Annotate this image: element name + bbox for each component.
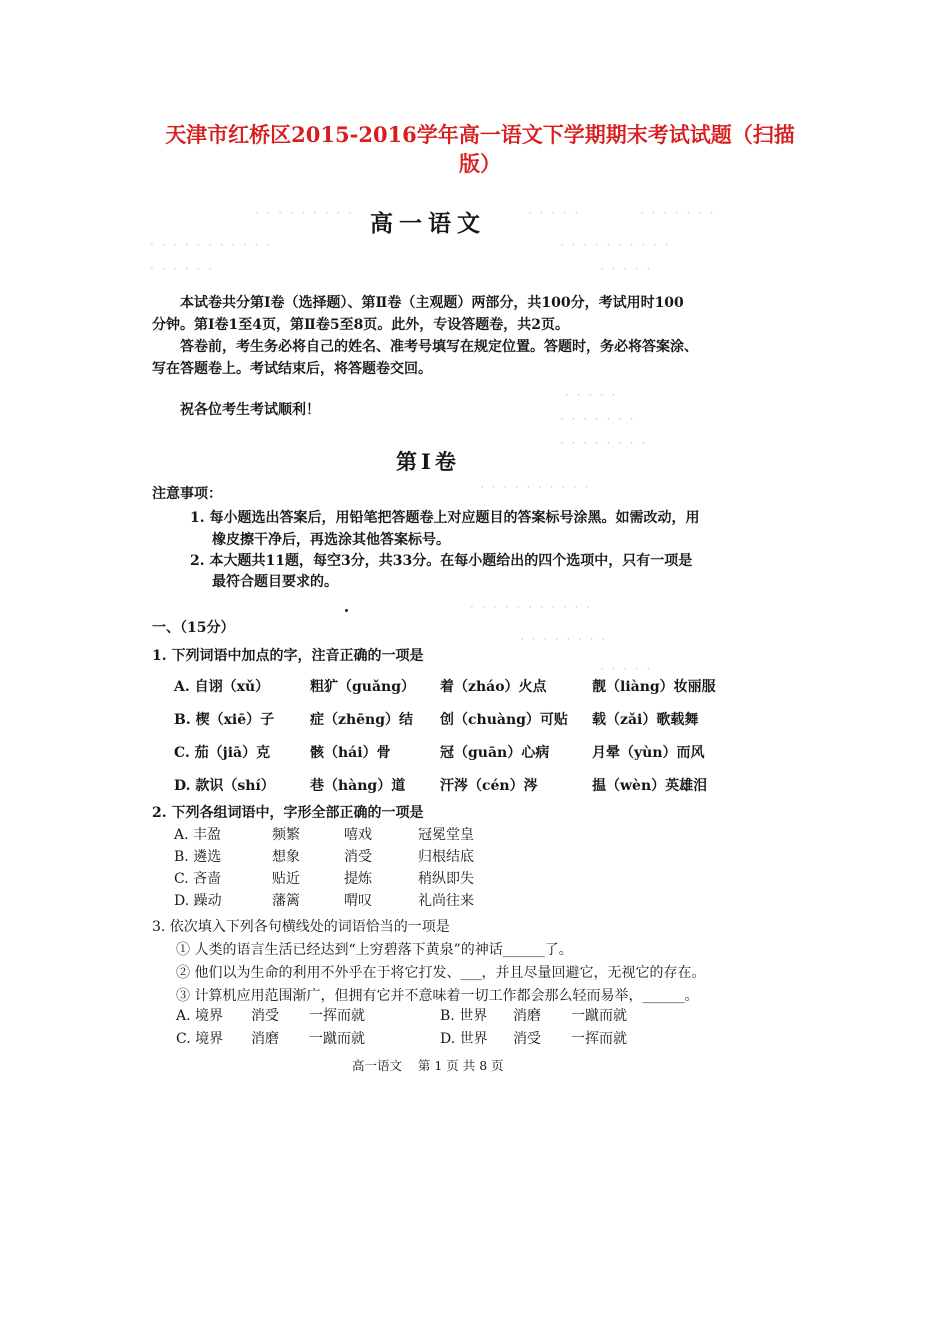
q2-d-3: 喟叹 — [344, 893, 372, 909]
q2-b-1: B. 遴选 — [174, 849, 222, 865]
q1-a-1: A. 自诩（xǔ） — [174, 679, 270, 695]
volume-title: 第Ⅰ卷 — [396, 449, 460, 474]
q2-c-1: C. 吝啬 — [174, 871, 222, 887]
bleed-through-mark: · · · · · · · · · · · — [150, 238, 273, 252]
q3-sentence-3: ③ 计算机应用范围渐广，但拥有它并不意味着一切工作都会那么轻而易举，______。 — [176, 988, 699, 1004]
q1-d-4: 揾（wèn）英雄泪 — [592, 778, 708, 794]
q1-d-1: D. 款识（shí） — [174, 778, 275, 794]
question-2-stem: 2. 下列各组词语中，字形全部正确的一项是 — [152, 805, 424, 821]
q1-b-2: 症（zhēng）结 — [310, 712, 414, 728]
page-footer: 高一语文 第 1 页 共 8 页 — [352, 1058, 504, 1073]
q1-c-2: 骸（hái）骨 — [310, 745, 391, 761]
q2-d-2: 藩篱 — [272, 893, 300, 909]
q1-c-3: 冠（guān）心病 — [440, 745, 550, 761]
q3-b-3: 一蹴而就 — [571, 1008, 627, 1024]
q3-d-2: 消受 — [513, 1031, 541, 1047]
q1-b-1: B. 楔（xiē）子 — [174, 712, 275, 728]
section-heading: 一、（15分） — [152, 620, 235, 636]
bleed-through-mark: · · · · · · · · · · — [480, 480, 591, 494]
q2-b-3: 消受 — [344, 849, 372, 865]
q1-d-2: 巷（hàng）道 — [310, 778, 406, 794]
q2-a-4: 冠冕堂皇 — [418, 827, 474, 843]
note-1: 1. 每小题选出答案后，用铅笔把答题卷上对应题目的答案标号涂黑。如需改动，用 — [190, 510, 700, 526]
q1-c-1: C. 茄（jiā）克 — [174, 745, 271, 761]
bleed-through-mark: · · · · · · · · · — [255, 206, 354, 220]
note-2: 2. 本大题共11题，每空3分，共33分。在每小题给出的四个选项中，只有一项是 — [190, 553, 693, 569]
bleed-through-mark: · · · · · · · · · · — [560, 238, 671, 252]
q3-sentence-2: ② 他们以为生命的利用不外乎在于将它打发、___，并且尽量回避它，无视它的存在。 — [176, 965, 706, 981]
bleed-through-mark: · · · · · · · · — [560, 436, 648, 450]
scan-speck — [345, 609, 348, 612]
bleed-through-mark: · · · · · · · · — [520, 632, 608, 646]
bleed-through-mark: · · · · · — [600, 662, 653, 676]
q3-b-2: 消磨 — [513, 1008, 541, 1024]
bleed-through-mark: · · · · · — [565, 388, 618, 402]
bleed-through-mark: · · · · · · — [150, 262, 214, 276]
q2-c-3: 提炼 — [344, 871, 372, 887]
bleed-through-mark: · · · · · · · — [640, 206, 716, 220]
q3-c-1: C. 境界 — [176, 1031, 224, 1047]
blessing: 祝各位考生考试顺利！ — [180, 402, 320, 418]
q3-c-2: 消磨 — [251, 1031, 279, 1047]
q2-a-3: 嘻戏 — [344, 827, 372, 843]
q2-c-4: 稍纵即失 — [418, 871, 474, 887]
q3-c-3: 一蹴而就 — [309, 1031, 365, 1047]
notes-heading: 注意事项： — [152, 486, 222, 502]
intro-line-3: 答卷前，考生务必将自己的姓名、准考号填写在规定位置。答题时，务必将答案涂、 — [180, 339, 698, 355]
q3-d-3: 一挥而就 — [571, 1031, 627, 1047]
q3-a-3: 一挥而就 — [309, 1008, 365, 1024]
intro-line-4: 写在答题卷上。考试结束后，将答题卷交回。 — [152, 361, 432, 377]
bleed-through-mark: · · · · · — [528, 206, 581, 220]
q3-a-1: A. 境界 — [176, 1008, 224, 1024]
q2-a-1: A. 丰盈 — [174, 827, 222, 843]
bleed-through-mark: · · · · · · · — [560, 412, 636, 426]
bleed-through-mark: · · · · · · · · · · · — [470, 600, 593, 614]
document-title: 天津市红桥区2015-2016学年高一语文下学期期末考试试题（扫描版） — [165, 122, 795, 176]
intro-line-1: 本试卷共分第Ⅰ卷（选择题）、第Ⅱ卷（主观题）两部分，共100分，考试用时100 — [180, 295, 684, 311]
intro-line-2: 分钟。第Ⅰ卷1至4页，第Ⅱ卷5至8页。此外，专设答题卷，共2页。 — [152, 317, 570, 333]
q3-b-1: B. 世界 — [440, 1008, 488, 1024]
q2-c-2: 贴近 — [272, 871, 300, 887]
q1-b-4: 载（zǎi）歌载舞 — [592, 712, 699, 728]
q2-b-2: 想象 — [272, 849, 300, 865]
q2-d-4: 礼尚往来 — [418, 893, 474, 909]
q2-b-4: 归根结底 — [418, 849, 474, 865]
q1-d-3: 汗涔（cén）涔 — [440, 778, 538, 794]
exam-subject: 高一语文 — [370, 210, 486, 237]
question-1-stem: 1. 下列词语中加点的字，注音正确的一项是 — [152, 648, 424, 664]
note-1-continued: 橡皮擦干净后，再选涂其他答案标号。 — [212, 532, 450, 548]
question-3-stem: 3. 依次填入下列各句横线处的词语恰当的一项是 — [152, 919, 450, 935]
q2-a-2: 频繁 — [272, 827, 300, 843]
q3-a-2: 消受 — [251, 1008, 279, 1024]
q2-d-1: D. 躁动 — [174, 893, 222, 909]
q1-a-2: 粗犷（guǎng） — [310, 679, 416, 695]
q1-a-4: 靓（liàng）妆丽服 — [592, 679, 716, 695]
q3-d-1: D. 世界 — [440, 1031, 488, 1047]
bleed-through-mark: · · · · · — [600, 262, 653, 276]
q1-b-3: 创（chuàng）可贴 — [440, 712, 568, 728]
q1-c-4: 月晕（yùn）而风 — [592, 745, 705, 761]
q1-a-3: 着（zháo）火点 — [440, 679, 547, 695]
q3-sentence-1: ① 人类的语言生活已经达到“上穷碧落下黄泉”的神话______了。 — [176, 942, 573, 958]
note-2-continued: 最符合题目要求的。 — [212, 574, 338, 590]
